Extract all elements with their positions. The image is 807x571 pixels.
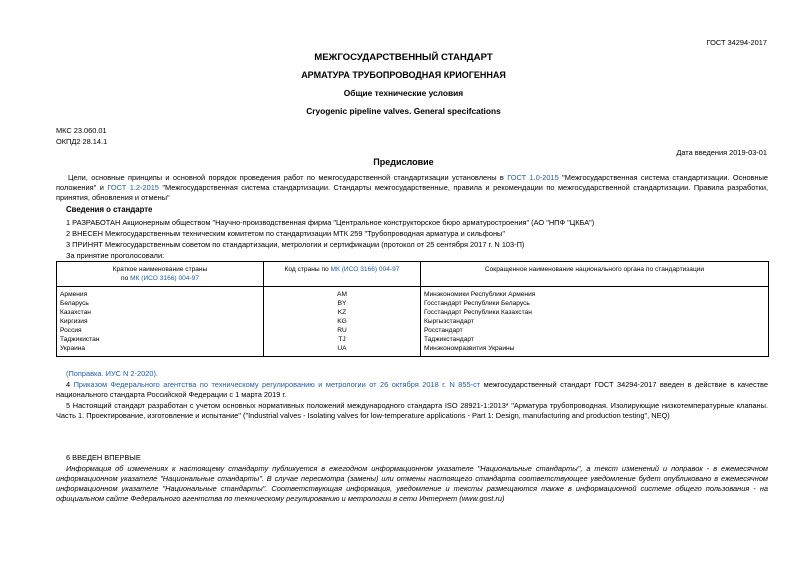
item-developed: 1 РАЗРАБОТАН Акционерным обществом "Научно-производственная фирма "Центральное конструкторское бюро арматуростроения" (АО "НПФ "ЦКБА") [66, 218, 595, 227]
table-row: Казахстан KZ Госстандарт Республики Казахстан [57, 308, 769, 317]
mks-code: МКС 23.060.01 [56, 126, 107, 135]
gost-1-0-link[interactable]: ГОСТ 1.0-2015 [507, 173, 559, 182]
mk-iso-link-1[interactable]: МК (ИСО 3166) 004-97 [130, 275, 199, 282]
doc-title-sub: Общие технические условия [343, 88, 464, 98]
rosstandart-order-link[interactable]: Приказом Федерального агентства по техническому регулированию и метрологии от 26 октября 2018 г. N 855-ст [73, 380, 481, 389]
item-enacted: 4 Приказом Федерального агентства по техническому регулированию и метрологии от 26 октября 2018 г. N 855-ст межгосударственный стандарт ГОСТ 34294-2017 введен в действие в качестве национального стандарта Российской Федерации с 1 марта 2019 г. [56, 380, 768, 399]
amendment-link[interactable]: (Поправка. ИУС N 2-2020). [66, 369, 158, 378]
preface-paragraph: Цели, основные принципы и основной порядок проведения работ по межгосударственной стандартизации установлены в ГОСТ 1.0-2015 "Межгосударственная система стандартизации. Основные положения" и ГОСТ 1.2-2015 "Межгосударственная система стандартизации. Стандарты межгосударственные, правила и рекомендации по межгосударственной стандартизации. Правила разработки, принятия, обновления и отмены" [56, 173, 769, 202]
item-introduced: 2 ВНЕСЕН Межгосударственным техническим комитетом по стандартизации МТК 259 "Трубопроводная арматура и сильфоны" [66, 229, 505, 238]
preface-heading: Предисловие [373, 157, 434, 167]
table-row: Украина UA Минэкономразвития Украины [57, 344, 769, 357]
doc-number: ГОСТ 34294-2017 [706, 38, 767, 47]
voted-label: За принятие проголосовали: [66, 251, 165, 260]
col-body-header: Сокращенное наименование национального органа по стандартизации [421, 262, 769, 287]
item-adopted: 3 ПРИНЯТ Межгосударственным советом по стандартизации, метрологии и сертификации (протокол от 25 сентября 2017 г. N 103-П) [66, 240, 525, 249]
table-row: Киргизия KG Кыргызстандарт [57, 317, 769, 326]
col-country-header: Краткое наименование страны по МК (ИСО 3166) 004-97 [57, 262, 264, 287]
doc-title-english: Cryogenic pipeline valves. General specifcations [306, 106, 501, 116]
table-row: Таджикистан TJ Таджикстандарт [57, 335, 769, 344]
table-row: Россия RU Росстандарт [57, 326, 769, 335]
doc-title-main: АРМАТУРА ТРУБОПРОВОДНАЯ КРИОГЕННАЯ [301, 70, 506, 80]
okpd-code: ОКПД2 28.14.1 [56, 137, 108, 146]
doc-title-interstate: МЕЖГОСУДАРСТВЕННЫЙ СТАНДАРТ [314, 52, 493, 63]
countries-table [56, 261, 769, 357]
mk-iso-link-2[interactable]: МК (ИСО 3166) 004-97 [330, 266, 400, 273]
item-iso-basis: 5 Настоящий стандарт разработан с учетом основных нормативных положений международного стандарта ISO 28921-1:2013* "Арматура трубопроводная. Изолирующие низкотемпературные клапаны. Часть 1. Проектирование, изготовление и испытание" ("Industrial valves - Isolating valves for low-temperature applications - Part 1: Design, manufacturing and production testing", NEQ) [56, 401, 768, 420]
gost-1-2-link[interactable]: ГОСТ 1.2-2015 [107, 183, 159, 192]
table-row: Армения AM Минэкономики Республики Армения [57, 287, 769, 300]
changes-notice: Информация об изменениях к настоящему стандарту публикуется в ежегодном информационном указателе "Национальные стандарты", а текст изменений и поправок - в ежемесячном информационном указателе "Национальные стандарты". В случае пересмотра (замены) или отмены настоящего стандарта соответствующее уведомление будет опубликовано в ежемесячном информационном указателе "Национальные стандарты". Соответствующая информация, уведомление и тексты размещаются также в информационной системе общего пользования - на официальном сайте Федерального агентства по техническому регулированию и метрологии в сети Интернет (www.gost.ru) [56, 464, 768, 503]
table-row: Беларусь BY Госстандарт Республики Беларусь [57, 299, 769, 308]
item-first-introduced: 6 ВВЕДЕН ВПЕРВЫЕ [66, 453, 141, 462]
col-code-header: Код страны по МК (ИСО 3166) 004-97 [264, 262, 421, 287]
standard-info-heading: Сведения о стандарте [66, 205, 153, 214]
effective-date: Дата введения 2019-03-01 [676, 148, 767, 157]
